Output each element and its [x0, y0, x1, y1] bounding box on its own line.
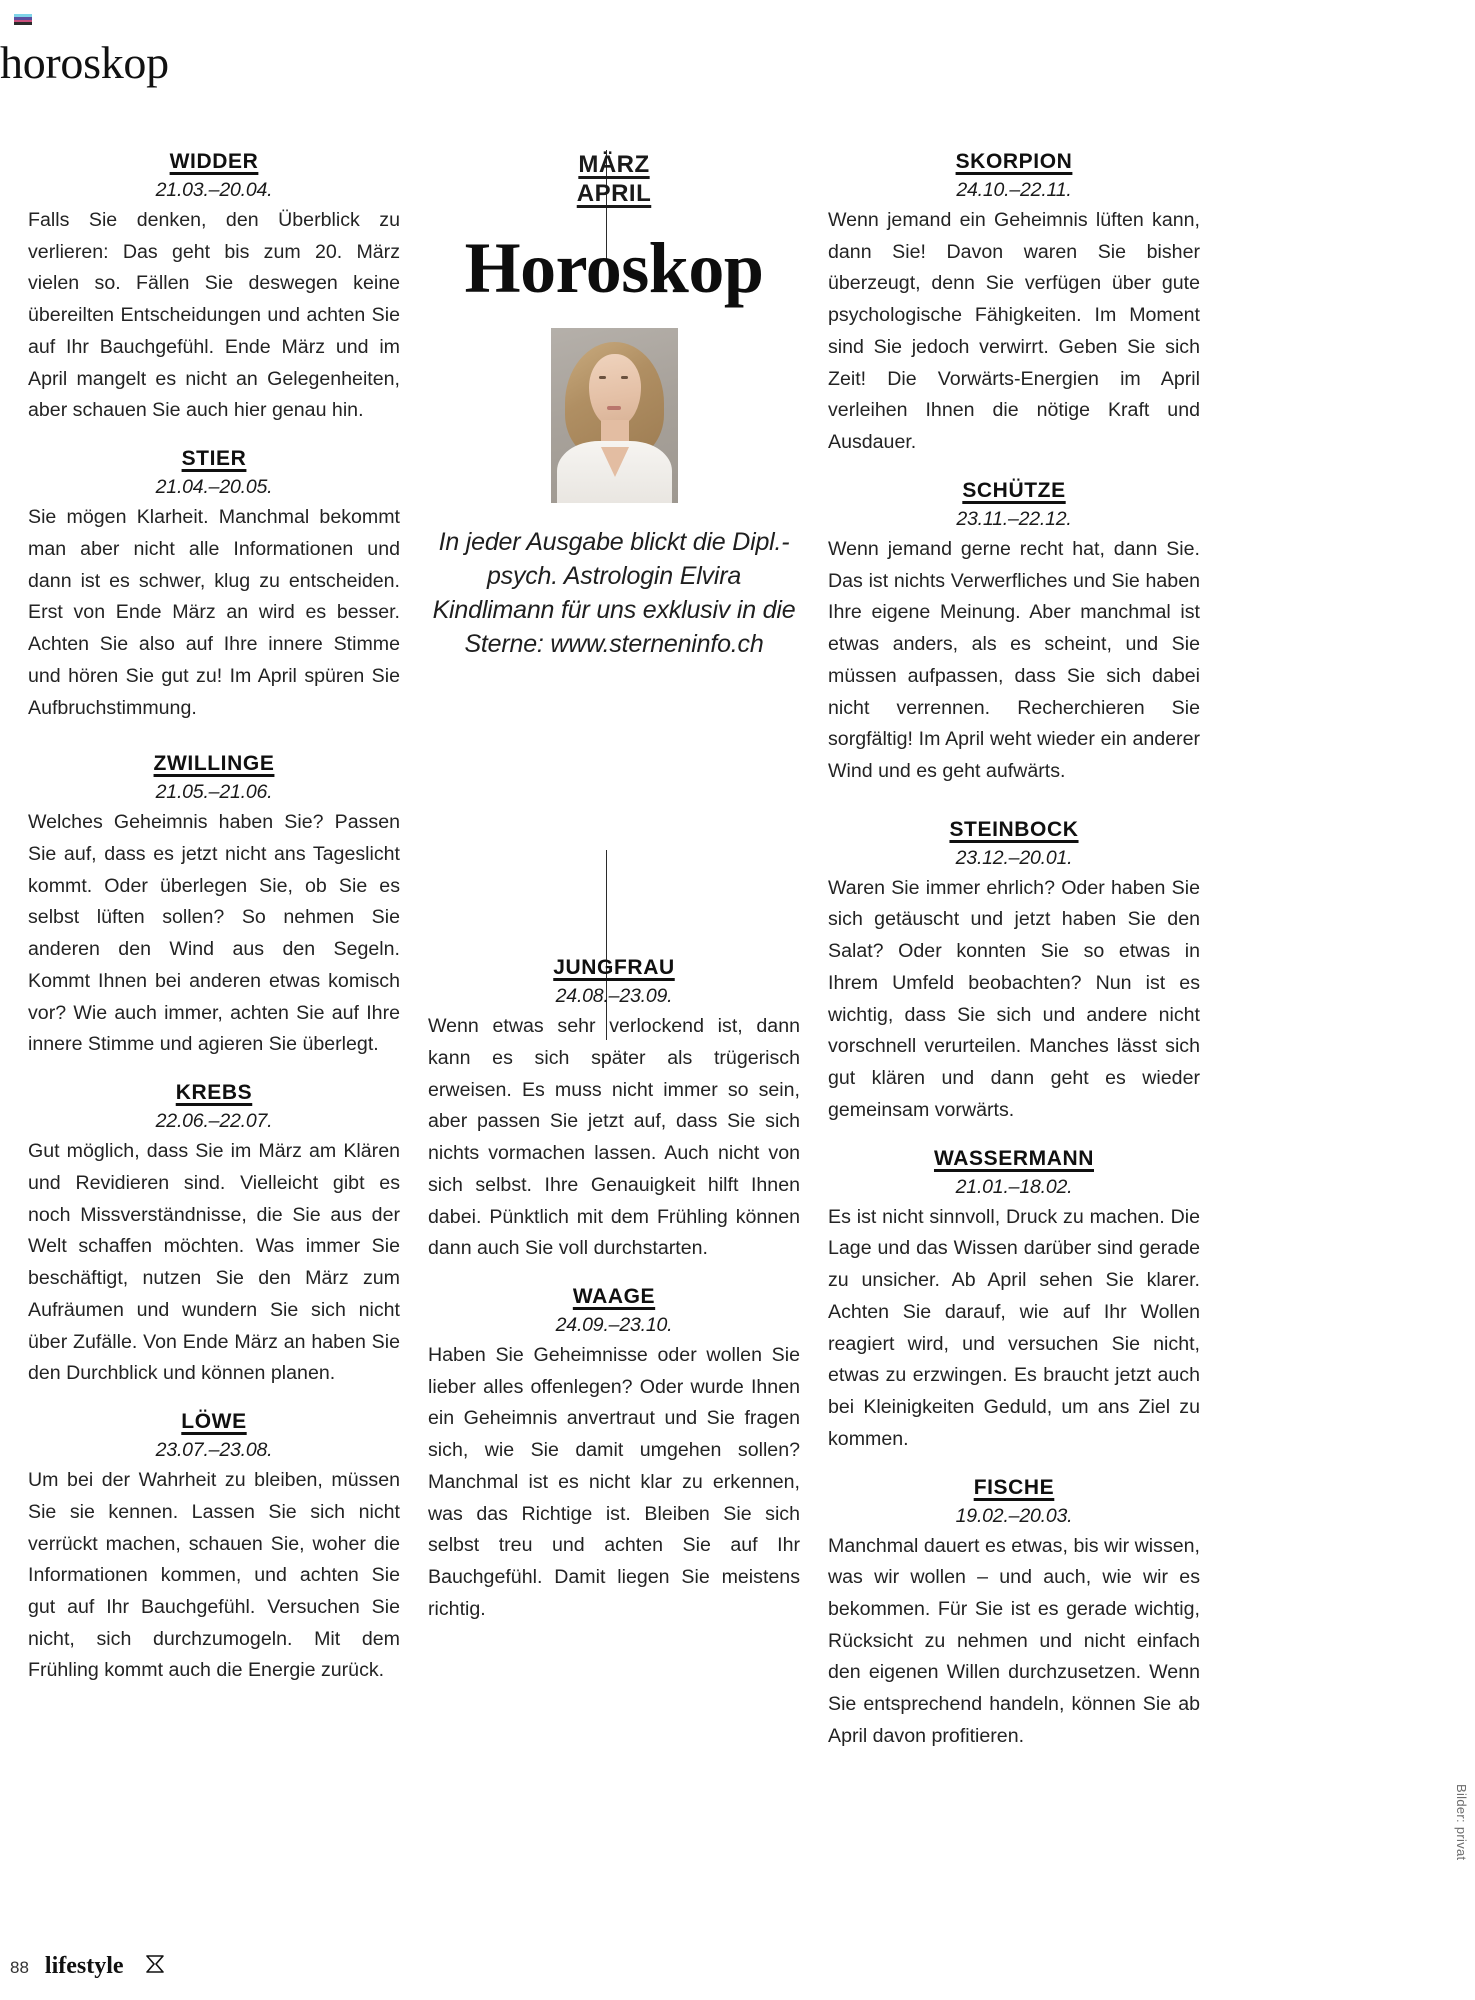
- sign-text: Haben Sie Geheimnisse oder wollen Sie lieber alles offenlegen? Oder wurde Ihnen ein Geheimnis anvertraut und Sie fragen sich, wie Sie damit umgehen sollen? Manchmal ist es nicht klar zu erkennen, was das Richtige ist. Bleiben Sie sich selbst treu und achten Sie auf Ihr Bauchgefühl. Damit liegen Sie meistens richtig.: [428, 1344, 800, 1620]
- sign-block-widder: [28, 150, 400, 427]
- column-right: [828, 150, 1200, 1773]
- sign-name: WASSERMANN: [933, 1146, 1094, 1170]
- sign-dates: 21.05.–21.06.: [155, 781, 273, 804]
- sign-text: Waren Sie immer ehrlich? Oder haben Sie sich getäuscht und jetzt haben Sie den Salat? Oder konnten Sie so etwas in Ihrem Umfeld beobachten? Nun ist es wichtig, dass Sie sich und andere nicht vorschnell verurteilen. Manches lässt sich gut klären und dann geht es wieder gemeinsam vorwärts.: [828, 876, 1200, 1121]
- sign-name: STEINBOCK: [949, 817, 1079, 841]
- sign-block-fische: [828, 1476, 1200, 1753]
- sign-name: KREBS: [175, 1081, 253, 1105]
- sign-name: JUNGFRAU: [553, 956, 675, 980]
- sign-name: WIDDER: [169, 150, 259, 173]
- sign-name: FISCHE: [973, 1475, 1055, 1499]
- sign-block-krebs: [28, 1081, 400, 1390]
- feature-kicker: [428, 150, 800, 209]
- sign-dates: 23.07.–23.08.: [155, 1439, 273, 1462]
- sign-block-schuetze: [828, 479, 1200, 788]
- sign-dates: 24.08.–23.09.: [555, 985, 673, 1008]
- sign-dates: 21.04.–20.05.: [155, 476, 273, 499]
- sign-block-zwillinge: [28, 752, 400, 1061]
- sign-block-stier: [28, 447, 400, 724]
- sign-dates: 23.12.–20.01.: [955, 846, 1073, 869]
- sign-text: Wenn etwas sehr verlockend ist, dann kann es sich später als trügerisch erweisen. Es muss nicht immer so sein, aber passen Sie jetzt auf, dass Sie sich nichts vormachen lassen. Auch nicht von sich selbst. Ihre Genauigkeit hilft Ihnen dabei. Pünktlich mit dem Frühling können dann auch Sie voll durchstarten.: [428, 1015, 800, 1260]
- sign-text: Wenn jemand gerne recht hat, dann Sie. Das ist nichts Verwerfliches und Sie haben Ihre eigene Meinung. Aber manchmal ist etwas anders, als es scheint, und Sie müssen aufpassen, dass Sie sich dabei nicht verrennen. Recherchieren Sie sorgfältig! Im April weht wieder ein anderer Wind und es geht aufwärts.: [828, 537, 1200, 783]
- feature-kicker-month-2: APRIL: [576, 180, 652, 208]
- column-left: [28, 150, 400, 1707]
- sign-text: Falls Sie denken, den Überblick zu verlieren: Das geht bis zum 20. März vielen so. Fällen Sie deswegen keine übereilten Entscheidungen und achten Sie auf Ihr Bauchgefühl. Ende März und im April mangelt es nicht an Gelegenheiten, aber schauen Sie auch hier genau hin.: [28, 209, 400, 422]
- sign-block-jungfrau: [428, 956, 800, 1265]
- sign-name: SKORPION: [955, 150, 1073, 173]
- sign-block-loewe: [28, 1410, 400, 1687]
- sign-block-wassermann: [828, 1147, 1200, 1456]
- sign-name: SCHÜTZE: [962, 478, 1066, 502]
- sign-dates: 23.11.–22.12.: [956, 507, 1072, 530]
- lifestyle-logo-icon: [146, 1955, 164, 1973]
- sign-dates: 22.06.–22.07.: [155, 1110, 273, 1133]
- sign-block-skorpion: [828, 150, 1200, 459]
- page-masthead: horoskop: [0, 37, 169, 88]
- sign-block-waage: [428, 1285, 800, 1626]
- sign-dates: 21.01.–18.02.: [955, 1175, 1073, 1198]
- page-footer: [10, 1953, 164, 1980]
- brand-name: lifestyle: [44, 1953, 124, 1979]
- sign-text: Wenn jemand ein Geheimnis lüften kann, dann Sie! Davon waren Sie bisher überzeugt, denn Sie verfügen über gute psychologische Fähigkeiten. Im Moment sind Sie jedoch verwirrt. Geben Sie sich Zeit! Die Vorwärts-Energien im April verleihen Ihnen die nötige Kraft und Ausdauer.: [828, 209, 1200, 454]
- astrologer-portrait: [551, 328, 678, 503]
- sign-text: Es ist nicht sinnvoll, Druck zu machen. Die Lage und das Wissen darüber sind gerade zu unsicher. Ab April sehen Sie klarer. Achten Sie darauf, wie auf Ihr Wollen reagiert wird, und versuchen Sie nicht, etwas zu erzwingen. Es braucht jetzt auch bei Kleinigkeiten Geduld, um ans Ziel zu kommen.: [828, 1205, 1200, 1450]
- column-middle: [428, 150, 800, 1646]
- sign-name: LÖWE: [181, 1410, 247, 1434]
- sign-dates: 21.03.–20.04.: [155, 179, 273, 201]
- sign-dates: 24.10.–22.11.: [956, 179, 1072, 201]
- photo-credit: Bilder: privat: [1454, 1783, 1469, 1860]
- sign-text: Sie mögen Klarheit. Manchmal bekommt man aber nicht alle Informationen und dann ist es schwer, klug zu entscheiden. Erst von Ende März an wird es besser. Achten Sie also auf Ihre innere Stimme und hören Sie gut zu! Im April spüren Sie Aufbruchstimmung.: [28, 506, 400, 719]
- sign-dates: 24.09.–23.10.: [555, 1314, 673, 1336]
- page-number: 88: [10, 1958, 29, 1977]
- sign-name: ZWILLINGE: [153, 752, 275, 776]
- sign-name: WAAGE: [572, 1285, 656, 1308]
- sign-text: Um bei der Wahrheit zu bleiben, müssen Sie sie kennen. Lassen Sie sich nicht verrückt machen, schauen Sie, woher die Informationen kommen, und achten Sie gut auf Ihr Bauchgefühl. Versuchen Sie nicht, sich durchzumogeln. Mit dem Frühling kommt auch die Energie zurück.: [28, 1469, 400, 1682]
- feature-kicker-month-1: MÄRZ: [578, 151, 650, 178]
- sign-block-steinbock: [828, 818, 1200, 1127]
- sign-text: Manchmal dauert es etwas, bis wir wissen, was wir wollen – und auch, wie wir es bekommen. Für Sie ist es gerade wichtig, Rücksicht zu nehmen und nicht einfach den eigenen Willen durchzusetzen. Wenn Sie entsprechend handeln, können Sie ab April davon profitieren.: [828, 1534, 1200, 1747]
- feature-caption: In jeder Ausgabe blickt die Dipl.-psych. Astrologin Elvira Kindlimann für uns exklusiv in die Sterne: www.sterneninfo.ch: [432, 528, 796, 659]
- sign-dates: 19.02.–20.03.: [955, 1504, 1073, 1527]
- feature-title: Horoskop: [464, 227, 764, 308]
- sign-text: Welches Geheimnis haben Sie? Passen Sie auf, dass es jetzt nicht ans Tageslicht kommt. Oder überlegen Sie, ob Sie es selbst lüften sollen? So nehmen Sie anderen den Wind aus den Segeln. Kommt Ihnen bei anderen etwas komisch vor? Wie auch immer, achten Sie auf Ihre innere Stimme und agieren Sie überlegt.: [28, 811, 400, 1056]
- color-registration-mark: [14, 14, 32, 25]
- sign-text: Gut möglich, dass Sie im März am Klären und Revidieren sind. Vielleicht gibt es noch Missverständnisse, die Sie aus der Welt schaffen möchten. Was immer Sie beschäftigt, nutzen Sie den März zum Aufräumen und wundern Sie sich nicht über Zufälle. Von Ende März an haben Sie den Durchblick und können planen.: [28, 1140, 400, 1385]
- horoscope-page-grid: [28, 150, 1408, 1850]
- sign-name: STIER: [181, 447, 247, 471]
